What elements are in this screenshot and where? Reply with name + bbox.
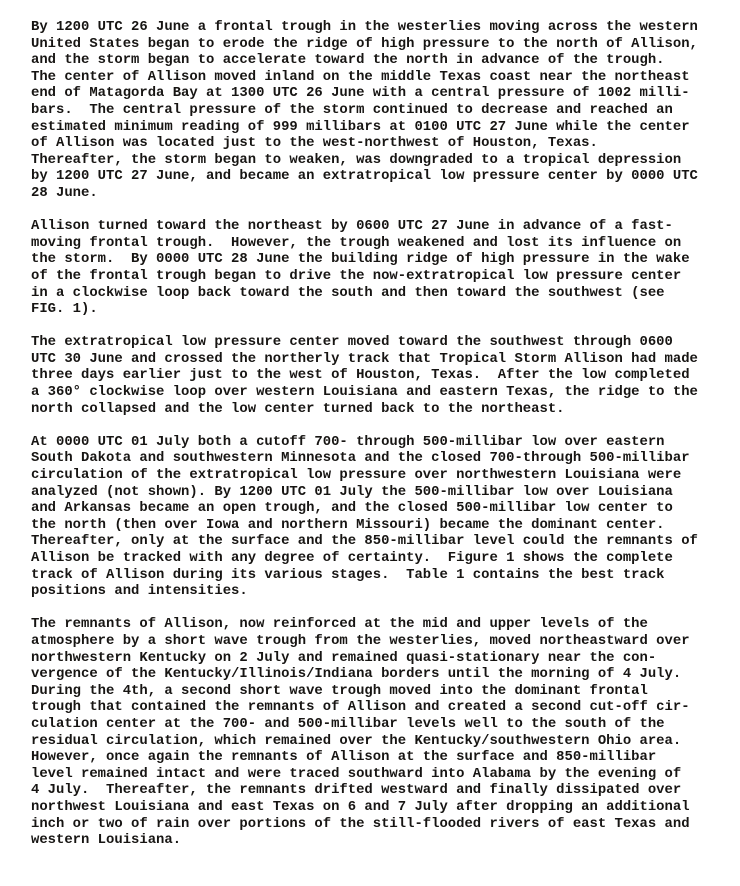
text-line: in a clockwise loop back toward the south and then toward the southwest (see <box>31 284 665 301</box>
text-line: residual circulation, which remained over the Kentucky/southwestern Ohio area. <box>31 732 682 749</box>
paragraph <box>31 19 716 202</box>
text-line: by 1200 UTC 27 June, and became an extratropical low pressure center by 0000 UTC <box>31 168 698 185</box>
text-line: 28 June. <box>31 184 98 201</box>
text-line: of the frontal trough began to drive the now-extratropical low pressure center <box>31 267 682 284</box>
text-line: inch or two of rain over portions of the still-flooded rivers of east Texas and <box>31 815 690 832</box>
text-line: Allison turned toward the northeast by 0600 UTC 27 June in advance of a fast- <box>31 218 673 235</box>
text-line: However, once again the remnants of Allison at the surface and 850-millibar <box>31 749 657 766</box>
text-line: South Dakota and southwestern Minnesota and the closed 700-through 500-millibar <box>31 450 690 467</box>
text-line: and the storm began to accelerate toward the north in advance of the trough. <box>31 52 665 69</box>
text-line: estimated minimum reading of 999 millibars at 0100 UTC 27 June while the center <box>31 118 690 135</box>
text-line: positions and intensities. <box>31 583 248 600</box>
paragraph <box>31 334 716 417</box>
text-line: culation center at the 700- and 500-millibar levels well to the south of the <box>31 715 665 732</box>
text-line: The extratropical low pressure center moved toward the southwest through 0600 <box>31 334 673 351</box>
text-line: and Arkansas became an open trough, and the closed 500-millibar low center to <box>31 500 673 517</box>
text-line: By 1200 UTC 26 June a frontal trough in the westerlies moving across the western <box>31 19 698 35</box>
text-line: bars. The central pressure of the storm continued to decrease and reached an <box>31 101 673 118</box>
paragraph <box>31 218 716 318</box>
paragraph <box>31 434 716 600</box>
text-line: 4 July. Thereafter, the remnants drifted westward and finally dissipated over <box>31 782 682 799</box>
text-line: atmosphere by a short wave trough from the westerlies, moved northeastward over <box>31 632 690 649</box>
text-line: the storm. By 0000 UTC 28 June the building ridge of high pressure in the wake <box>31 251 690 268</box>
text-line: northwestern Kentucky on 2 July and remained quasi-stationary near the con- <box>31 649 657 666</box>
text-line: end of Matagorda Bay at 1300 UTC 26 June with a central pressure of 1002 milli- <box>31 85 690 102</box>
text-line: the north (then over Iowa and northern Missouri) became the dominant center. <box>31 516 665 533</box>
text-line: Thereafter, the storm began to weaken, was downgraded to a tropical depression <box>31 151 682 168</box>
text-line: northwest Louisiana and east Texas on 6 and 7 July after dropping an additional <box>31 798 690 815</box>
text-line: Allison be tracked with any degree of certainty. Figure 1 shows the complete <box>31 550 673 566</box>
text-line: moving frontal trough. However, the trough weakened and lost its influence on <box>31 234 682 251</box>
text-line: At 0000 UTC 01 July both a cutoff 700- through 500-millibar low over eastern <box>31 433 665 450</box>
text-line: United States began to erode the ridge of high pressure to the north of Allison, <box>31 35 698 52</box>
text-line: track of Allison during its various stages. Table 1 contains the best track <box>31 566 665 583</box>
text-line: The center of Allison moved inland on the middle Texas coast near the northeast <box>31 68 690 85</box>
paragraph <box>31 616 716 848</box>
text-line: circulation of the extratropical low pressure over northwestern Louisiana were <box>31 467 682 484</box>
text-line: north collapsed and the low center turned back to the northeast. <box>31 400 565 417</box>
text-line: vergence of the Kentucky/Illinois/Indiana borders until the morning of 4 July. <box>31 666 682 683</box>
document-body <box>31 19 716 849</box>
text-line: During the 4th, a second short wave trough moved into the dominant frontal <box>31 682 648 699</box>
text-line: FIG. 1). <box>31 301 98 318</box>
text-line: level remained intact and were traced southward into Alabama by the evening of <box>31 765 682 782</box>
text-line: western Louisiana. <box>31 832 182 849</box>
text-line: UTC 30 June and crossed the northerly track that Tropical Storm Allison had made <box>31 350 698 367</box>
text-line: three days earlier just to the west of Houston, Texas. After the low completed <box>31 367 690 384</box>
text-line: The remnants of Allison, now reinforced at the mid and upper levels of the <box>31 616 648 633</box>
text-line: of Allison was located just to the west-northwest of Houston, Texas. <box>31 135 598 152</box>
text-line: Thereafter, only at the surface and the 850-millibar level could the remnants of <box>31 533 698 550</box>
text-line: a 360° clockwise loop over western Louisiana and eastern Texas, the ridge to the <box>31 384 698 401</box>
text-line: analyzed (not shown). By 1200 UTC 01 July the 500-millibar low over Louisiana <box>31 483 673 500</box>
text-line: trough that contained the remnants of Allison and created a second cut-off cir- <box>31 699 690 716</box>
